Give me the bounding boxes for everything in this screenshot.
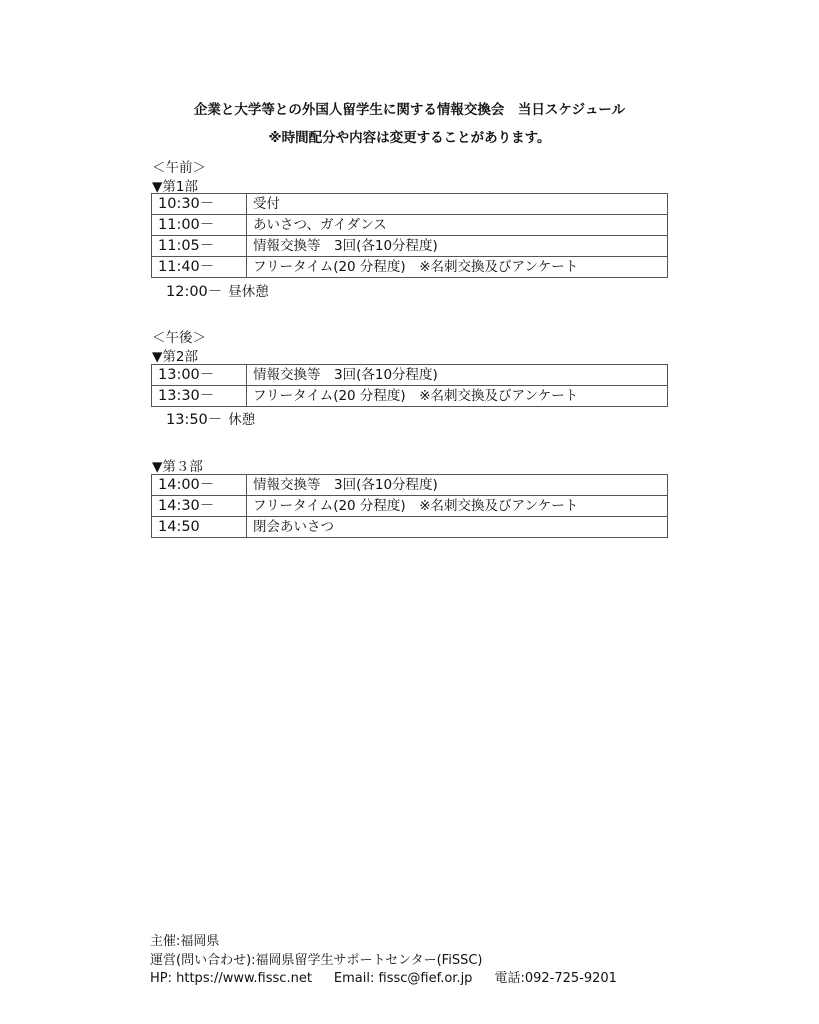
- part3-label: ▼第３部: [152, 459, 203, 475]
- table-row: [152, 365, 668, 386]
- item-cell: フリータイム(20 分程度) ※名刺交換及びアンケート: [247, 496, 668, 517]
- table-row: [152, 236, 668, 257]
- item-cell: 受付: [247, 194, 668, 215]
- item-cell: あいさつ、ガイダンス: [247, 215, 668, 236]
- schedule-note: ※時間配分や内容は変更することがあります。: [268, 130, 551, 146]
- lunch-break-text: 昼休憩: [228, 284, 269, 300]
- time-cell: 13:30－: [152, 386, 247, 407]
- table-row: [152, 257, 668, 278]
- part1-schedule-table: [151, 193, 668, 278]
- break: [166, 408, 255, 429]
- morning-label: ＜午前＞: [152, 160, 206, 176]
- table-row: [152, 386, 668, 407]
- part2-label: ▼第2部: [152, 349, 198, 365]
- break-time: 13:50－: [166, 412, 223, 428]
- table-row: [152, 475, 668, 496]
- footer-tel: 電話:092-725-9201: [494, 971, 617, 986]
- table-row: [152, 215, 668, 236]
- break-text: 休憩: [228, 412, 256, 428]
- time-cell: 14:00－: [152, 475, 247, 496]
- item-cell: 情報交換等 3回(各10分程度): [247, 365, 668, 386]
- time-cell: 11:05－: [152, 236, 247, 257]
- time-cell: 10:30－: [152, 194, 247, 215]
- item-cell: 情報交換等 3回(各10分程度): [247, 475, 668, 496]
- table-row: [152, 517, 668, 538]
- table-row: [152, 496, 668, 517]
- footer-contact: [150, 967, 639, 986]
- time-cell: 11:00－: [152, 215, 247, 236]
- part2-schedule-table: [151, 364, 668, 407]
- item-cell: 閉会あいさつ: [247, 517, 668, 538]
- footer-email[interactable]: Email: fissc@fief.or.jp: [333, 971, 473, 986]
- page-title: 企業と大学等との外国人留学生に関する情報交換会 当日スケジュール: [193, 102, 626, 118]
- afternoon-label: ＜午後＞: [152, 330, 206, 346]
- table-row: [152, 194, 668, 215]
- time-cell: 11:40－: [152, 257, 247, 278]
- time-cell: 13:00－: [152, 365, 247, 386]
- lunch-break-time: 12:00－: [166, 284, 223, 300]
- part1-label: ▼第1部: [152, 179, 198, 195]
- item-cell: 情報交換等 3回(各10分程度): [247, 236, 668, 257]
- time-cell: 14:30－: [152, 496, 247, 517]
- footer-operator: 運営(問い合わせ):福岡県留学生サポートセンター(FiSSC): [150, 953, 483, 968]
- time-cell: 14:50: [152, 517, 247, 538]
- lunch-break: [166, 280, 269, 301]
- part3-schedule-table: [151, 474, 668, 538]
- footer-hp[interactable]: HP: https://www.fissc.net: [150, 971, 312, 986]
- item-cell: フリータイム(20 分程度) ※名刺交換及びアンケート: [247, 386, 668, 407]
- footer-organizer: 主催:福岡県: [150, 934, 220, 949]
- item-cell: フリータイム(20 分程度) ※名刺交換及びアンケート: [247, 257, 668, 278]
